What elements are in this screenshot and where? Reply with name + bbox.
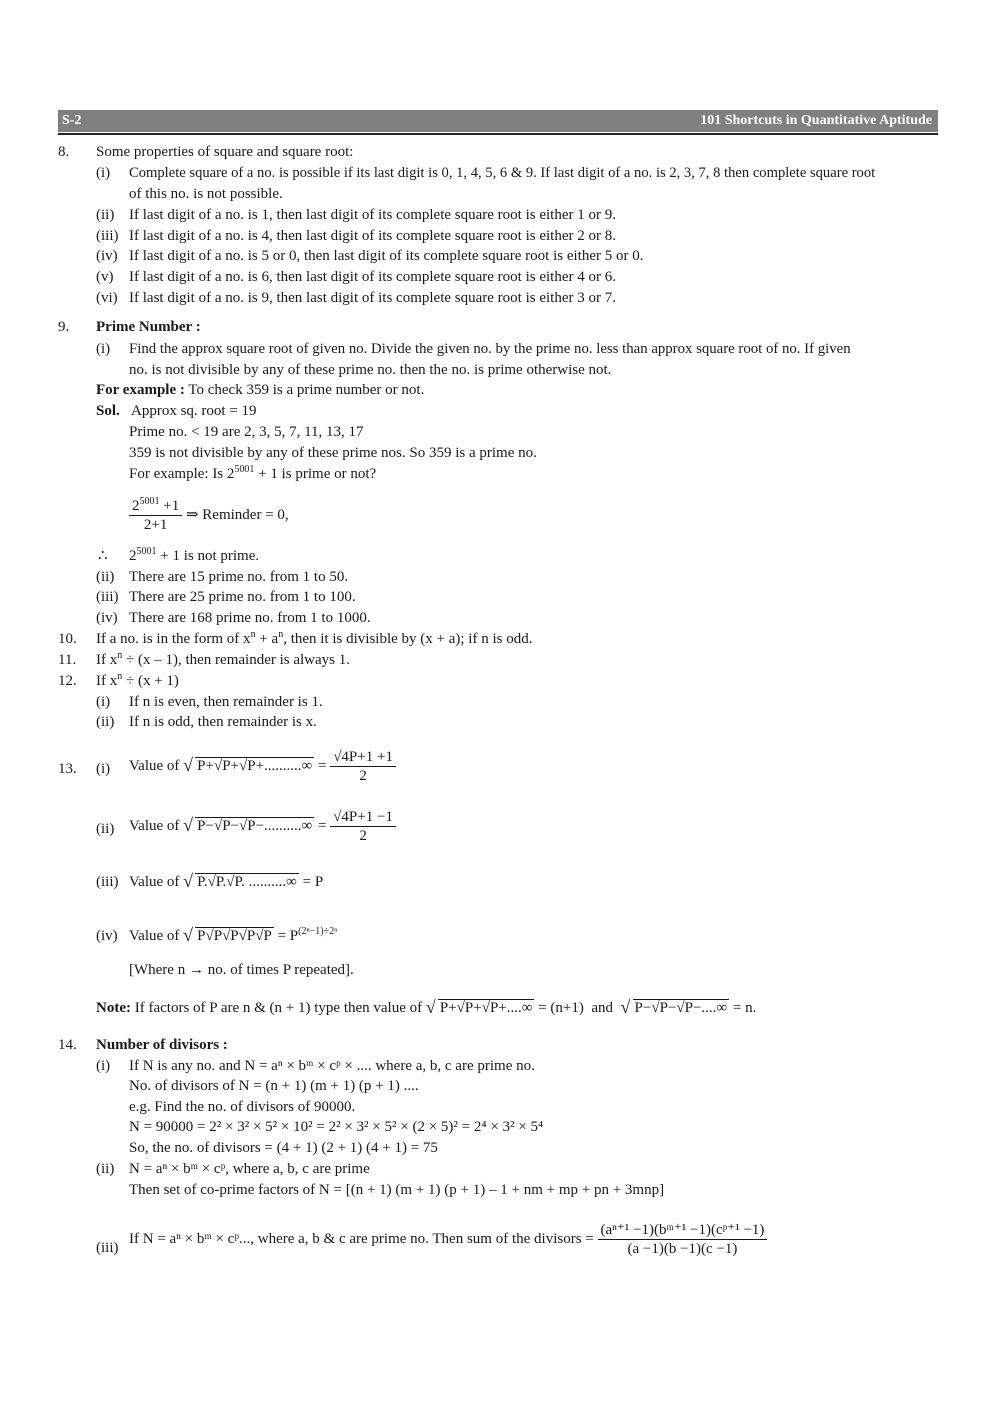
s14-i-line5: So, the no. of divisors = (4 + 1) (2 + 1) (4 + 1) = 75 <box>129 1140 438 1156</box>
value-of-label: Value of <box>129 757 180 774</box>
s11-post: ÷ (x – 1), then remainder is always 1. <box>122 652 351 668</box>
radicand: P−√P−√P−....∞ <box>634 1000 728 1016</box>
fraction-denominator: 2+1 <box>143 517 168 533</box>
s9-sol-line4 <box>129 465 376 483</box>
fraction-numerator: √4P+1 +1 <box>330 748 396 767</box>
s13-i-num: (i) <box>96 761 111 777</box>
fraction-numerator: √4P+1 −1 <box>330 808 396 827</box>
s9-fraction <box>129 497 182 534</box>
s13-ii-formula: Value of √ P−√P−√P−..........∞ = $\frac{√4P+1 -1}{2}$ <box>129 808 396 845</box>
s9-i-text: Find the approx square root of given no. Divide the given no. by the prime no. less than approx square root of no. If given <box>129 341 851 357</box>
s14-iii-fraction <box>598 1221 768 1258</box>
exponent: (2ⁿ−1)÷2ⁿ <box>298 926 338 937</box>
s10-post: , then it is divisible by (x + a); if n is odd. <box>283 631 533 647</box>
header-rule <box>58 133 938 135</box>
radicand: P.√P.√P. ..........∞ <box>197 874 297 890</box>
radicand: P−√P−√P−..........∞ <box>197 817 313 834</box>
s8-item-num: (iv) <box>96 248 118 264</box>
result: = P <box>277 928 299 944</box>
value-of-label: Value of <box>129 874 180 890</box>
s9-item-num: (iii) <box>96 589 119 605</box>
s10-mid: + a <box>255 631 279 647</box>
s8-item-num: (ii) <box>96 207 115 223</box>
s9-sol-label: Sol. <box>96 403 120 419</box>
s10-pre: If a no. is in the form of x <box>96 631 251 647</box>
s8-item-num: (iii) <box>96 228 119 244</box>
s14-number: 14. <box>58 1037 77 1053</box>
radical <box>183 757 314 775</box>
s12-item-num: (ii) <box>96 714 115 730</box>
note-result-2: = n. <box>732 1000 757 1016</box>
s12-number: 12. <box>58 673 77 689</box>
s12-pre: If x <box>96 673 118 689</box>
exponent: n <box>278 629 284 640</box>
s11-pre: If x <box>96 652 118 668</box>
note-text: If factors of P are n & (n + 1) type then value of <box>134 1000 423 1016</box>
s14-title: Number of divisors : <box>96 1037 228 1053</box>
s14-i-line1: If N is any no. and N = aⁿ × bᵐ × cᵖ × .... where a, b, c are prime no. <box>129 1058 535 1074</box>
radical <box>183 817 314 835</box>
s9-number: 9. <box>58 319 70 335</box>
s14-iii-text: If N = aⁿ × bᵐ × cᵖ..., where a, b & c are prime no. Then sum of the divisors = <box>129 1230 594 1247</box>
radical <box>426 999 535 1017</box>
fraction-denominator: (a −1)(b −1)(c −1) <box>627 1241 738 1257</box>
exponent: n <box>117 671 123 682</box>
s8-item-num: (vi) <box>96 290 118 306</box>
fraction-numerator: (aⁿ⁺¹ −1)(bᵐ⁺¹ −1)(cᵖ⁺¹ −1) <box>598 1221 768 1240</box>
value-of-label: Value of <box>129 928 180 944</box>
s9-i-num: (i) <box>96 341 111 357</box>
s9-title: Prime Number : <box>96 319 201 335</box>
base: 2 <box>129 548 137 564</box>
s9-item-text: There are 15 prime no. from 1 to 50. <box>129 569 349 585</box>
s14-ii-line2: Then set of co-prime factors of N = [(n + 1) (m + 1) (p + 1) – 1 + nm + mp + pn + 3mnp] <box>129 1182 665 1198</box>
tail: + 1 is not prime. <box>156 548 260 564</box>
radicand: P√P√P√P√P <box>197 928 272 944</box>
s13-ii-fraction <box>330 808 396 845</box>
radical <box>621 999 730 1017</box>
radicand: P+√P+√P+..........∞ <box>197 757 313 774</box>
s14-i-line3: e.g. Find the no. of divisors of 90000. <box>129 1099 356 1115</box>
s13-where: [Where n → no. of times P repeated]. <box>129 962 354 978</box>
s13-iii-formula <box>129 873 323 891</box>
s12-post: ÷ (x + 1) <box>122 673 179 689</box>
fraction-denominator: 2 <box>359 768 367 784</box>
s9-sol-line4-pre: For example: Is 2 <box>129 466 235 482</box>
s14-i-num: (i) <box>96 1058 111 1074</box>
s8-i-text: Complete square of a no. is possible if its last digit is 0, 1, 4, 5, 6 & 9. If last digit of a no. is 2, 3, 7, 8 then complete square root <box>129 165 876 181</box>
s9-sol-line4-post: + 1 is prime or not? <box>254 466 377 482</box>
s9-item-num: (iv) <box>96 610 118 626</box>
radical <box>183 873 299 891</box>
s9-i-text2: no. is not divisible by any of these prime no. then the no. is prime otherwise not. <box>129 362 612 378</box>
note-label: Note: <box>96 1000 131 1016</box>
fraction-numerator: $2^{5001} +1$ <box>129 497 182 516</box>
note-result-1: = (n+1) <box>538 1000 584 1016</box>
s9-example <box>96 381 424 399</box>
radical <box>183 927 274 945</box>
radicand: P+√P+√P+....∞ <box>439 1000 533 1016</box>
s14-i-line4: N = 90000 = 2² × 3² × 5² × 10² = 2² × 3² × 5² × (2 × 5)² = 2⁴ × 3² × 5⁴ <box>129 1119 544 1135</box>
page-label: S-2 <box>62 113 82 128</box>
book-title: 101 Shortcuts in Quantitative Aptitude <box>700 113 932 128</box>
s9-sol-line1: Approx sq. root = 19 <box>131 403 257 419</box>
s9-example-text: To check 359 is a prime number or not. <box>188 382 425 398</box>
s8-i-text2: of this no. is not possible. <box>129 186 283 202</box>
s13-iv-formula <box>129 927 337 945</box>
s13-note <box>96 999 756 1017</box>
s9-therefore-text <box>129 547 259 565</box>
s13-iii-num: (iii) <box>96 874 119 890</box>
s10-number: 10. <box>58 631 77 647</box>
s9-fraction-line <box>129 497 289 534</box>
s13-ii-num: (ii) <box>96 821 115 837</box>
exponent: n <box>117 650 123 661</box>
exponent: 5001 <box>139 496 160 507</box>
s13-iv-num: (iv) <box>96 928 118 944</box>
s9-item-text: There are 168 prime no. from 1 to 1000. <box>129 610 371 626</box>
s13-i-fraction <box>330 748 396 785</box>
exponent: 5001 <box>234 464 255 475</box>
s11-text <box>96 651 350 669</box>
s11-number: 11. <box>58 652 77 668</box>
s12-item-num: (i) <box>96 694 111 710</box>
s12-text <box>96 672 179 690</box>
fraction-numerator-tail: +1 <box>159 498 180 514</box>
s10-text <box>96 630 532 648</box>
note-and: and <box>591 1000 614 1016</box>
s12-item-text: If n is even, then remainder is 1. <box>129 694 323 710</box>
s9-item-text: There are 25 prime no. from 1 to 100. <box>129 589 356 605</box>
s14-iii-num: (iii) <box>96 1240 119 1256</box>
s14-iii-formula <box>129 1221 767 1258</box>
s8-item-text: If last digit of a no. is 5 or 0, then last digit of its complete square root is either 5 or 0. <box>129 248 644 264</box>
fraction-denominator: 2 <box>359 828 367 844</box>
s8-title: Some properties of square and square root: <box>96 144 354 160</box>
s8-item-text: If last digit of a no. is 6, then last digit of its complete square root is either 4 or 6. <box>129 269 616 285</box>
s8-number: 8. <box>58 144 70 160</box>
value-of-label: Value of <box>129 817 180 834</box>
s9-sol-line3: 359 is not divisible by any of these prime nos. So 359 is a prime no. <box>129 445 537 461</box>
s12-item-text: If n is odd, then remainder is x. <box>129 714 317 730</box>
s14-ii-num: (ii) <box>96 1161 115 1177</box>
s9-sol-line2: Prime no. < 19 are 2, 3, 5, 7, 11, 13, 17 <box>129 424 364 440</box>
s8-item-text: If last digit of a no. is 9, then last digit of its complete square root is either 3 or 7. <box>129 290 616 306</box>
s8-item-num: (v) <box>96 269 114 285</box>
s14-ii-line1: N = aⁿ × bᵐ × cᵖ, where a, b, c are prime <box>129 1161 370 1177</box>
page-header <box>58 110 938 132</box>
s9-item-num: (ii) <box>96 569 115 585</box>
s14-i-line2: No. of divisors of N = (n + 1) (m + 1) (p + 1) .... <box>129 1078 419 1094</box>
therefore-symbol: ∴ <box>98 548 108 564</box>
exponent: n <box>250 629 256 640</box>
s13-number: 13. <box>58 761 77 777</box>
s9-example-label: For example : <box>96 382 185 398</box>
s13-i-formula: Value of √ P+√P+√P+..........∞ = $\frac{√4P+1 +1}{2}$ <box>129 748 396 785</box>
s9-implies: ⇒ Reminder = 0, <box>185 506 289 523</box>
s8-i-num: (i) <box>96 165 111 181</box>
s8-item-text: If last digit of a no. is 1, then last digit of its complete square root is either 1 or 9. <box>129 207 616 223</box>
exponent: 5001 <box>136 546 157 557</box>
s8-item-text: If last digit of a no. is 4, then last digit of its complete square root is either 2 or 8. <box>129 228 616 244</box>
result: = P <box>302 874 324 890</box>
